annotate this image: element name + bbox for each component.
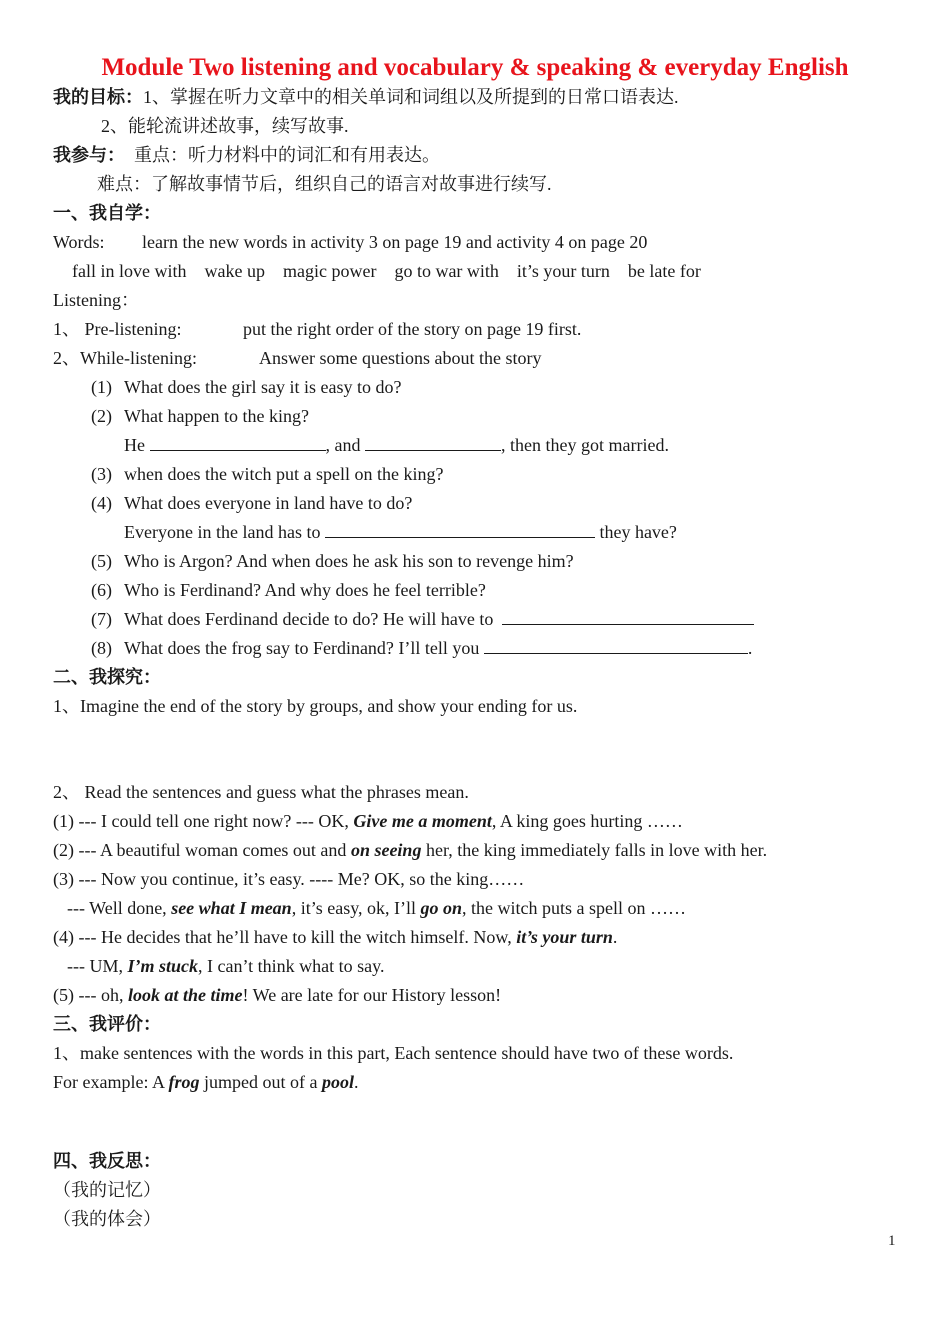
reflect-memory: （我的记忆） xyxy=(53,1180,161,1200)
question-number: (6) xyxy=(91,580,112,600)
sentence-1 xyxy=(53,810,683,832)
sentence-text: , the witch puts a spell on …… xyxy=(462,898,687,918)
question-7 xyxy=(91,608,754,630)
sentence-5 xyxy=(53,984,501,1006)
goals-label: 我的目标： xyxy=(53,87,143,107)
phrase-item: it’s your turn xyxy=(516,261,610,281)
question-4 xyxy=(91,492,412,514)
sentence-3: (3) --- Now you continue, it’s easy. ---- Me? OK, so the king…… xyxy=(53,869,525,889)
question-1 xyxy=(91,376,401,398)
key-phrase: look at the time xyxy=(127,985,243,1005)
goals-line-1 xyxy=(53,86,679,108)
page-title: Module Two listening and vocabulary & speaking & everyday English xyxy=(101,54,849,81)
question-text: What does the girl say it is easy to do? xyxy=(124,377,402,397)
phrase-item: magic power xyxy=(282,261,377,281)
question-number: (3) xyxy=(91,464,112,484)
example-text: jumped out of a xyxy=(199,1072,322,1092)
pre-listening-label: 1、 Pre-listening: xyxy=(53,319,182,339)
sentence-text: , I can’t think what to say. xyxy=(198,956,385,976)
question-number: (7) xyxy=(91,609,112,629)
question-number: (4) xyxy=(91,493,112,513)
explore-heading: 二、我探究： xyxy=(53,667,161,687)
sentence-text: --- Well done, xyxy=(67,898,172,918)
question-6 xyxy=(91,579,486,601)
question-4-fill xyxy=(124,521,677,543)
example-text: For example: A xyxy=(53,1072,169,1092)
sentence-text: (1) --- I could tell one right now? --- OK, xyxy=(53,811,354,831)
pre-listening-text: put the right order of the story on page 19 first. xyxy=(243,319,582,339)
example-text: . xyxy=(354,1072,359,1092)
fill-text: . xyxy=(747,638,753,658)
phrase-list xyxy=(72,260,701,282)
question-2-fill xyxy=(124,434,669,456)
question-5 xyxy=(91,550,574,572)
question-text: when does the witch put a spell on the king? xyxy=(124,464,444,484)
question-number: (1) xyxy=(91,377,112,397)
words-text: learn the new words in activity 3 on page 19 and activity 4 on page 20 xyxy=(142,232,648,252)
fill-text: Everyone in the land has to xyxy=(124,522,321,542)
difficulty: 难点：了解故事情节后，组织自己的语言对故事进行续写. xyxy=(97,174,552,194)
participation-label: 我参与： xyxy=(53,145,125,165)
answer-blank[interactable] xyxy=(365,436,501,451)
question-text: What does everyone in land have to do? xyxy=(124,493,413,513)
phrase-item: go to war with xyxy=(394,261,499,281)
question-text: What does the frog say to Ferdinand? I’ll tell you xyxy=(124,638,480,658)
sentence-text: , A king goes hurting …… xyxy=(491,811,683,831)
page-number: 1 xyxy=(888,1233,896,1249)
evaluate-heading: 三、我评价： xyxy=(53,1014,161,1034)
while-listening-text: Answer some questions about the story xyxy=(259,348,542,368)
sentence-text: (5) --- oh, xyxy=(53,985,128,1005)
sentence-text: (4) --- He decides that he’ll have to kill the witch himself. Now, xyxy=(53,927,517,947)
key-phrase: see what I mean xyxy=(171,898,292,918)
question-text: What does Ferdinand decide to do? He will have to xyxy=(124,609,494,629)
explore-item-2: 2、 Read the sentences and guess what the phrases mean. xyxy=(53,782,469,802)
goal-1: 1、掌握在听力文章中的相关单词和词组以及所提到的日常口语表达. xyxy=(143,87,679,107)
sentence-text: ! We are late for our History lesson! xyxy=(242,985,502,1005)
sentence-text: , it’s easy, ok, I’ll xyxy=(291,898,421,918)
phrase-item: wake up xyxy=(204,261,265,281)
key-word: pool xyxy=(321,1072,354,1092)
sentence-text: her, the king immediately falls in love with her. xyxy=(421,840,768,860)
question-text: Who is Argon? And when does he ask his son to revenge him? xyxy=(124,551,574,571)
question-text: What happen to the king? xyxy=(124,406,309,426)
sentence-text: (2) --- A beautiful woman comes out and xyxy=(53,840,351,860)
question-3 xyxy=(91,463,443,485)
fill-text: they have? xyxy=(599,522,677,542)
listening-label: Listening： xyxy=(53,290,139,310)
self-study-heading: 一、我自学： xyxy=(53,203,161,223)
question-number: (2) xyxy=(91,406,112,426)
reflect-heading: 四、我反思： xyxy=(53,1151,161,1171)
sentence-4b xyxy=(67,955,384,977)
while-listening-label: 2、While-listening: xyxy=(53,348,197,368)
key-phrase: Give me a moment xyxy=(353,811,492,831)
answer-blank[interactable] xyxy=(150,436,326,451)
sentence-4 xyxy=(53,926,617,948)
answer-blank[interactable] xyxy=(325,523,595,538)
sentence-3b xyxy=(67,897,686,919)
question-8 xyxy=(91,637,752,659)
question-text: Who is Ferdinand? And why does he feel terrible? xyxy=(124,580,486,600)
phrase-item: be late for xyxy=(627,261,701,281)
fill-text: , then they got married. xyxy=(501,435,669,455)
question-number: (8) xyxy=(91,638,112,658)
phrase-item: fall in love with xyxy=(72,261,187,281)
key-phrase: I’m stuck xyxy=(127,956,199,976)
evaluate-item-1: 1、make sentences with the words in this part, Each sentence should have two of these words. xyxy=(53,1043,734,1063)
sentence-text: --- UM, xyxy=(67,956,128,976)
participation-line xyxy=(53,144,440,166)
answer-blank[interactable] xyxy=(484,639,748,654)
answer-blank[interactable] xyxy=(502,610,754,625)
question-2 xyxy=(91,405,309,427)
key-phrase: on seeing xyxy=(350,840,422,860)
reflect-experience: （我的体会） xyxy=(53,1209,161,1229)
question-number: (5) xyxy=(91,551,112,571)
evaluate-example xyxy=(53,1071,359,1093)
key-phrase: it’s your turn xyxy=(516,927,613,947)
fill-text: , and xyxy=(325,435,361,455)
explore-item-1: 1、Imagine the end of the story by groups, and show your ending for us. xyxy=(53,696,578,716)
key-point: 重点：听力材料中的词汇和有用表达。 xyxy=(134,145,440,165)
sentence-text: . xyxy=(612,927,618,947)
goal-2: 2、能轮流讲述故事，续写故事. xyxy=(101,116,349,136)
key-word: frog xyxy=(168,1072,200,1092)
key-phrase: go on xyxy=(420,898,463,918)
fill-text: He xyxy=(124,435,145,455)
words-label: Words: xyxy=(53,232,105,252)
sentence-2 xyxy=(53,839,767,861)
